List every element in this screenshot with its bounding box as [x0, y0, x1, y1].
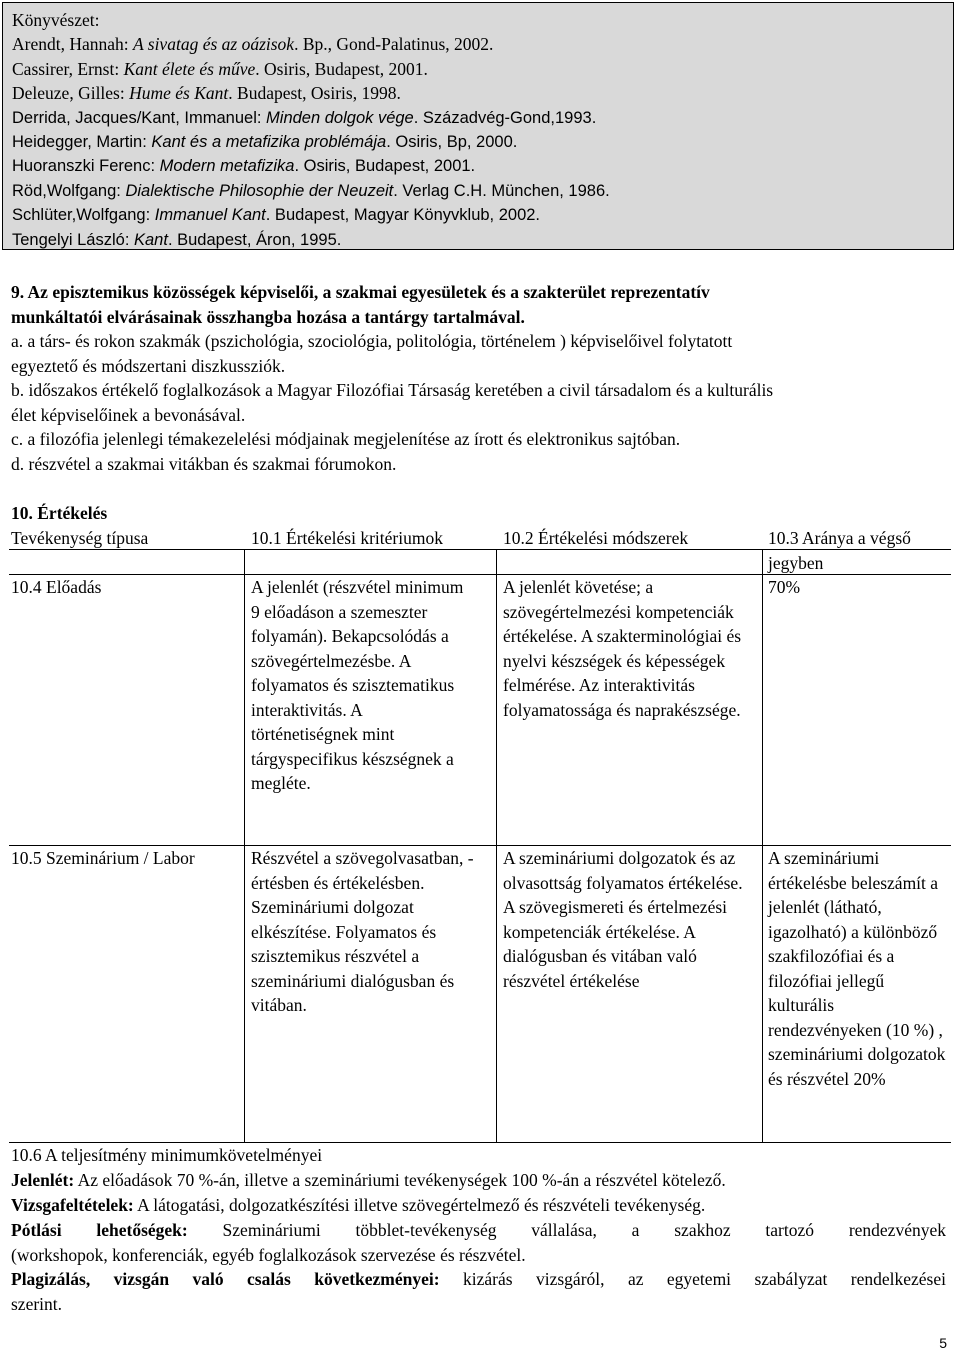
- bib-entry: Röd,Wolfgang: Dialektische Philosophie der Neuzeit. Verlag C.H. München, 1986.: [12, 181, 610, 200]
- section-9: [11, 280, 946, 476]
- table-line: [762, 549, 763, 1142]
- requirement-attendance: Jelenlét: Az előadások 70 %-án, illetve a szemináriumi tevékenységek 100 %-án a részvétel kötelező.: [11, 1170, 726, 1190]
- section-10-heading: 10. Értékelés: [11, 503, 108, 523]
- bib-entry: Cassirer, Ernst: Kant élete és műve. Osiris, Budapest, 2001.: [12, 58, 428, 79]
- requirement-plagiarism: Plagizálás, vizsgán való csalás következményei: kizárás vizsgáról, az egyetemi szabályzat rendelkezései szerint.: [11, 1269, 946, 1314]
- bib-entry: Tengelyi László: Kant. Budapest, Áron, 1995.: [12, 230, 342, 249]
- bib-entry: Derrida, Jacques/Kant, Immanuel: Minden dolgok vége. Századvég-Gond,1993.: [12, 108, 597, 127]
- col-header-share: 10.3 Aránya a végső jegyben: [768, 528, 911, 573]
- page-number: 5: [939, 1335, 947, 1351]
- bib-entry: Deleuze, Gilles: Hume és Kant. Budapest, Osiris, 1998.: [12, 83, 401, 104]
- bib-entry: Huoranszki Ferenc: Modern metafizika. Osiris, Budapest, 2001.: [12, 157, 476, 176]
- col-header-criteria: 10.1 Értékelési kritériumok: [251, 528, 443, 548]
- table-row-methods: A szemináriumi dolgozatok és az olvasottság folyamatos értékelése. A szövegismereti és értelmezési kompetenciák értékelése. A dialógusban és vitában való részvétel értékelése: [503, 848, 743, 991]
- section-9-item: d. részvétel a szakmai vitákban és szakmai fórumokon.: [11, 453, 397, 474]
- section-9-item: b. időszakos értékelő foglalkozások a Magyar Filozófiai Társaság keretében a civil társadalom és a kulturális élet képviselőinek a bevonásával.: [11, 380, 774, 425]
- table-line: [9, 549, 951, 550]
- table-row-share: 70%: [768, 577, 801, 597]
- bib-entry: Schlüter,Wolfgang: Immanuel Kant. Budapest, Magyar Könyvklub, 2002.: [12, 206, 541, 225]
- table-row-type: 10.4 Előadás: [11, 577, 102, 597]
- table-row-criteria: A jelenlét (részvétel minimum 9 előadáson a szemeszter folyamán). Bekapcsolódás a szövegértelmezésbe. A folyamatos és szisztematikus interaktivitás. A történetiségnek mint tárgyspecifikus készségnek a megléte.: [251, 577, 464, 793]
- bibliography-box: [2, 2, 954, 250]
- table-line: [496, 549, 497, 1142]
- bibliography-heading: Könyvészet:: [12, 10, 100, 30]
- section-9-item: c. a filozófia jelenlegi témakezelelési módjainak megjelenítése az írott és elektronikus sajtóban.: [11, 429, 681, 449]
- table-row-type: 10.5 Szeminárium / Labor: [11, 848, 195, 868]
- bib-entry: Heidegger, Martin: Kant és a metafizika problémája. Osiris, Bp, 2000.: [12, 133, 518, 152]
- bib-entry: Arendt, Hannah: A sivatag és az oázisok. Bp., Gond-Palatinus, 2002.: [12, 34, 494, 55]
- section-9-heading: 9. Az episztemikus közösségek képviselői, a szakmai egyesületek és a szakterület reprezentatív munkáltatói elvárásainak összhangba hozása a tantárgy tartalmával.: [11, 282, 710, 327]
- requirement-makeup: Pótlási lehetőségek: Szemináriumi többlet-tevékenység vállalása, a szakhoz tartozó rendezvények (workshopok, konferenciák, egyéb foglalkozások szervezése és részvétel.: [11, 1220, 946, 1265]
- col-header-methods: 10.2 Értékelési módszerek: [503, 528, 689, 548]
- table-row-criteria: Részvétel a szövegolvasatban, - értésben és értékelésben. Szemináriumi dolgozat elkészítése. Folyamatos és szisztemikus részvétel a szemináriumi dialógusban és vitában.: [251, 848, 474, 1015]
- section-9-item: a. a társ- és rokon szakmák (pszichológia, szociológia, politológia, történelem ) képviselőivel folytatott egyeztető és módszertani diszkussziók.: [11, 331, 733, 376]
- table-row-methods: A jelenlét követése; a szövegértelmezési kompetenciák értékelése. A szakterminológiai és nyelvi készségek és képességek felmérése. Az interaktivitás folyamatossága és naprakészsége.: [503, 577, 742, 720]
- col-header-type: Tevékenység típusa: [11, 528, 149, 548]
- table-row-share: A szemináriumi értékelésbe beleszámít a jelenlét (látható, igazolható) a különböző szakfilozófiai és a filozófiai jellegű kulturális rendezvényeken (10 %) , szemináriumi dolgozatok és részvétel 20%: [768, 848, 946, 1089]
- requirement-exam-conditions: Vizsgafeltételek: A látogatási, dolgozatkészítési illetve szövegértelmező és részvételi tevékenység.: [11, 1195, 706, 1215]
- min-requirements-title: 10.6 A teljesítmény minimumkövetelményei: [11, 1145, 323, 1165]
